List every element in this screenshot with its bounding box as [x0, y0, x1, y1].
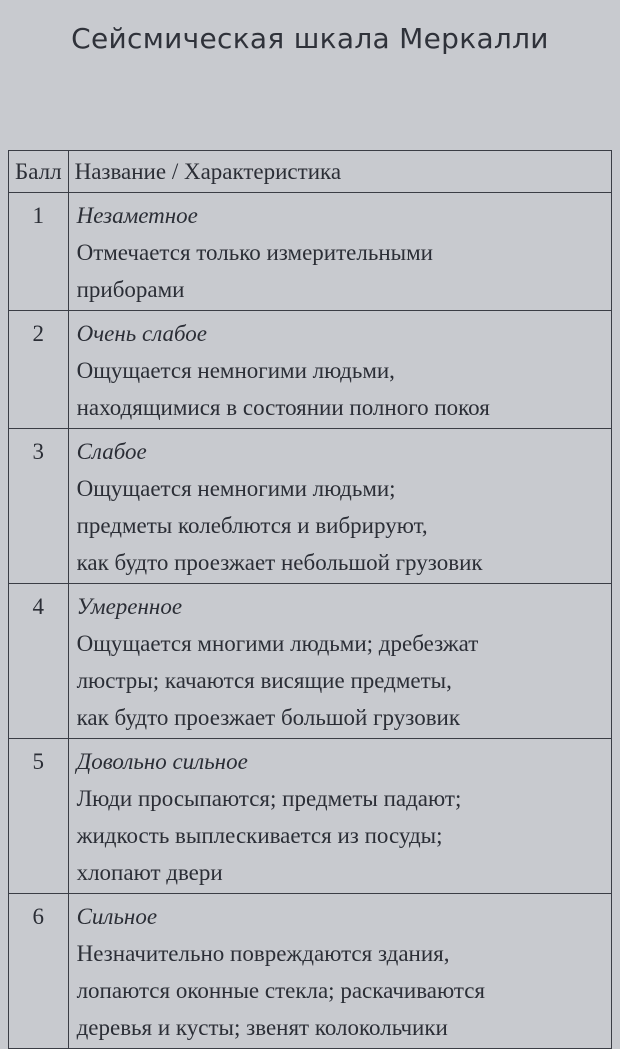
score-cell: 3 [9, 429, 69, 584]
intensity-name: Слабое [76, 439, 147, 464]
description-line: деревья и кусты; звенят колокольчики [76, 1015, 448, 1040]
description-line: Люди просыпаются; предметы падают; [76, 786, 462, 811]
table-header-row [9, 151, 612, 193]
intensity-name: Сильное [76, 904, 158, 929]
score-cell: 5 [9, 739, 69, 894]
table-row [9, 584, 612, 739]
intensity-name: Довольно сильное [76, 749, 248, 774]
table-row [9, 429, 612, 584]
intensity-name: Незаметное [76, 203, 198, 228]
table-row [9, 739, 612, 894]
description-line: приборами [76, 277, 185, 302]
score-cell: 6 [9, 894, 69, 1049]
table-row [9, 193, 612, 311]
description-cell [68, 894, 611, 1049]
score-cell: 4 [9, 584, 69, 739]
score-cell: 2 [9, 311, 69, 429]
description-line: предметы колеблются и вибрируют, [76, 513, 428, 538]
intensity-name: Умеренное [76, 594, 183, 619]
description-line: Ощущается многими людьми; дребезжат [76, 631, 479, 656]
description-cell [68, 311, 611, 429]
description-line: как будто проезжает небольшой грузовик [76, 550, 483, 575]
intensity-name: Очень слабое [76, 321, 207, 346]
description-line: Ощущается немногими людьми; [76, 476, 396, 501]
page-title: Сейсмическая шкала Меркалли [71, 22, 549, 55]
description-line: хлопают двери [76, 860, 223, 885]
description-line: находящимися в состоянии полного покоя [76, 395, 490, 420]
description-line: Ощущается немногими людьми, [76, 358, 395, 383]
description-line: лопаются оконные стекла; раскачиваются [76, 978, 485, 1003]
description-cell [68, 739, 611, 894]
description-line: люстры; качаются висящие предметы, [76, 668, 452, 693]
description-line: Незначительно повреждаются здания, [76, 941, 450, 966]
description-line: Отмечается только измерительными [76, 240, 433, 265]
table-row [9, 894, 612, 1049]
score-cell: 1 [9, 193, 69, 311]
description-cell [68, 429, 611, 584]
mercalli-scale-table [8, 150, 612, 1049]
header-score: Балл [9, 151, 69, 193]
description-cell [68, 584, 611, 739]
header-description: Название / Характеристика [68, 151, 611, 193]
table-row [9, 311, 612, 429]
description-line: жидкость выплескивается из посуды; [76, 823, 443, 848]
description-cell [68, 193, 611, 311]
description-line: как будто проезжает большой грузовик [76, 705, 461, 730]
